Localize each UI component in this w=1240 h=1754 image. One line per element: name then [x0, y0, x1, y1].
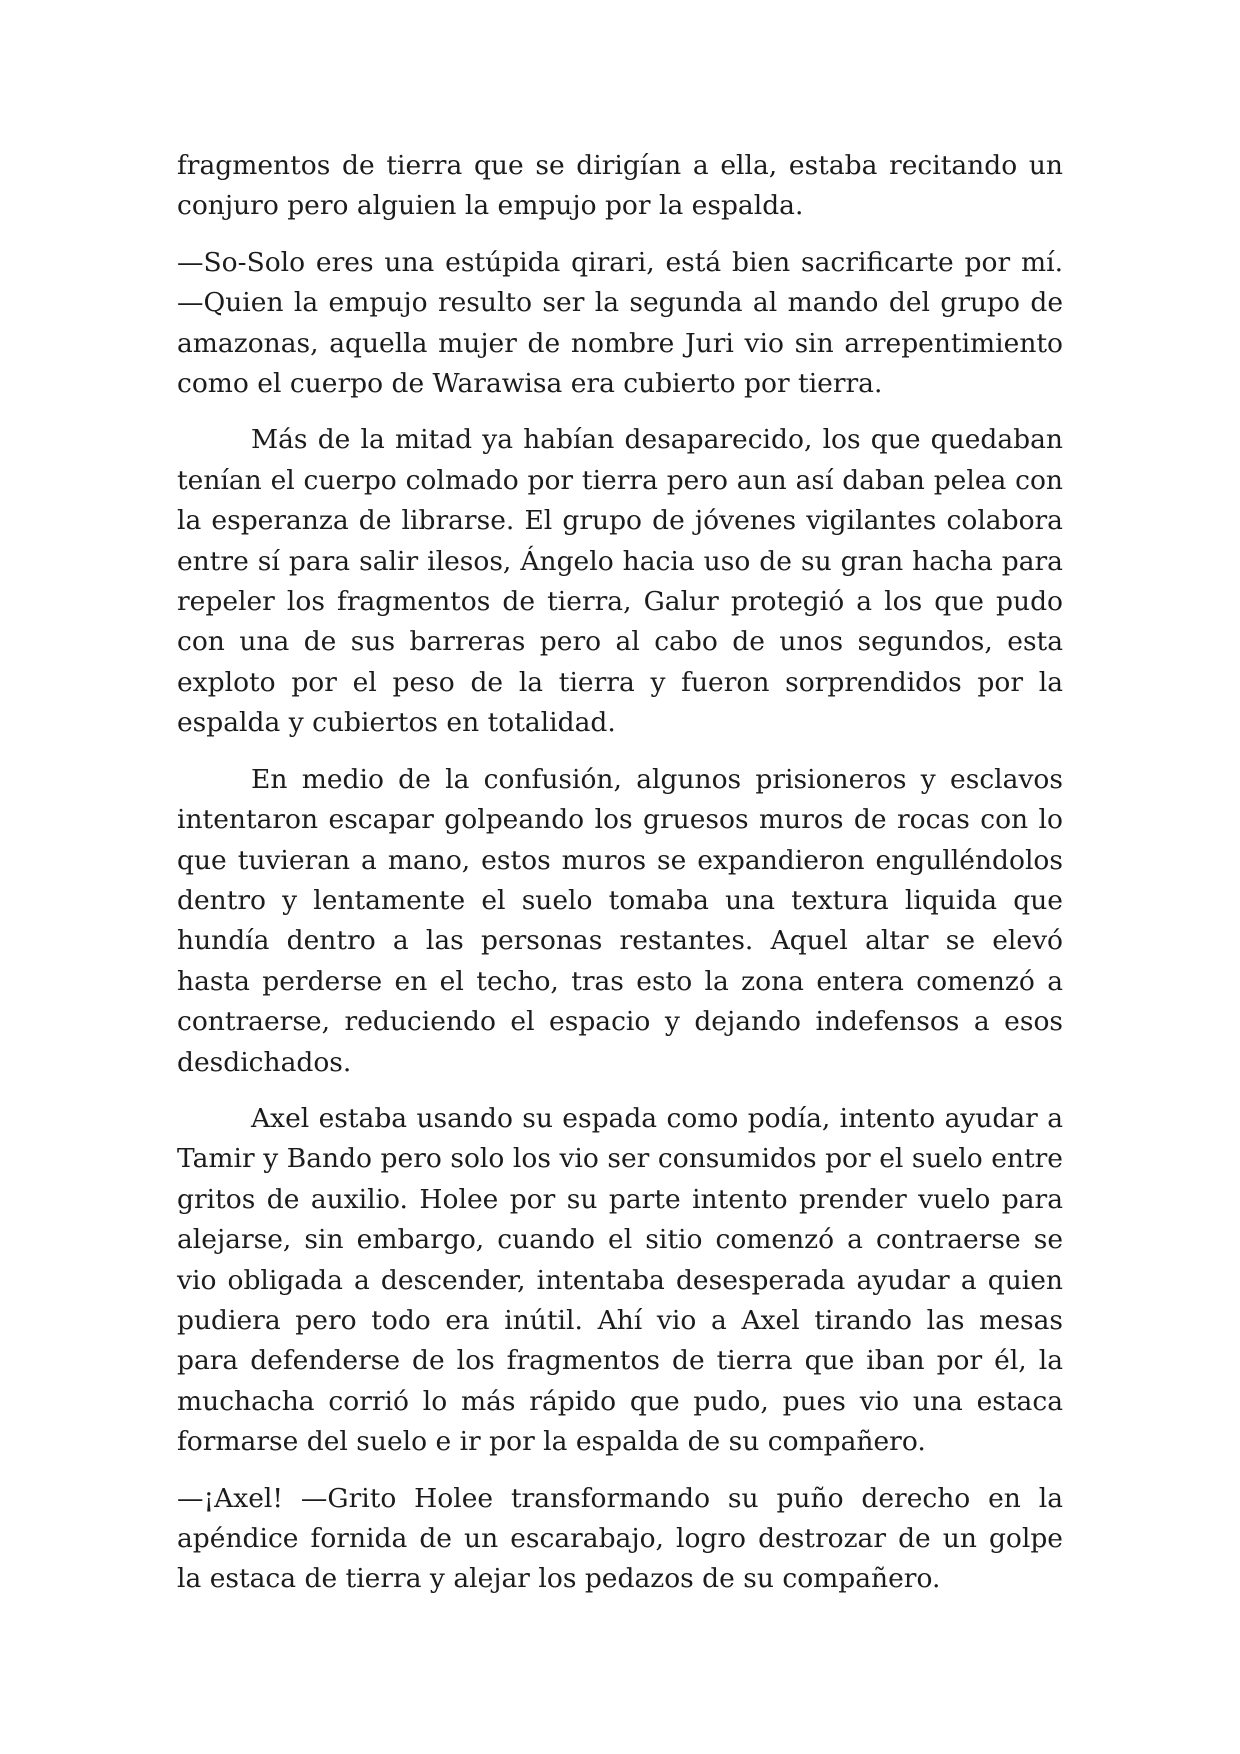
paragraph: Axel estaba usando su espada como podía, intento ayudar a Tamir y Bando pero solo los vio ser consumidos por el suelo entre gritos de auxilio. Holee por su parte intento prender vuelo para alejarse, sin embargo, cuando el sitio comenzó a contraerse se vio obligada a descender, intentaba desesperada ayudar a quien pudiera pero todo era inútil. Ahí vio a Axel tirando las mesas para defenderse de los fragmentos de tierra que iban por él, la muchacha corrió lo más rápido que pudo, pues vio una estaca formarse del suelo e ir por la espalda de su compañero. — [177, 1102, 1063, 1458]
paragraph: Más de la mitad ya habían desaparecido, los que quedaban tenían el cuerpo colmado por tierra pero aun así daban pelea con la esperanza de librarse. El grupo de jóvenes vigilantes colabora entre sí para salir ilesos, Ángelo hacia uso de su gran hacha para repeler los fragmentos de tierra, Galur protegió a los que pudo con una de sus barreras pero al cabo de unos segundos, esta exploto por el peso de la tierra y fueron sorprendidos por la espalda y cubiertos en totalidad. — [177, 424, 1063, 739]
paragraph: En medio de la confusión, algunos prisioneros y esclavos intentaron escapar golpeando los gruesos muros de rocas con lo que tuvieran a mano, estos muros se expandieron engulléndolos dentro y lentamente el suelo tomaba una textura liquida que hundía dentro a las personas restantes. Aquel altar se elevó hasta perderse en el techo, tras esto la zona entera comenzó a contraerse, reduciendo el espacio y dejando indefensos a esos desdichados. — [177, 763, 1063, 1078]
paragraph: —So-Solo eres una estúpida qirari, está bien sacrificarte por mí. —Quien la empujo resulto ser la segunda al mando del grupo de amazonas, aquella mujer de nombre Juri vio sin arrepentimiento como el cuerpo de Warawisa era cubierto por tierra. — [177, 246, 1063, 400]
paragraph: fragmentos de tierra que se dirigían a ella, estaba recitando un conjuro pero alguien la empujo por la espalda. — [177, 150, 1063, 222]
body-text — [177, 146, 1063, 1600]
paragraph: —¡Axel! —Grito Holee transformando su puño derecho en la apéndice fornida de un escarabajo, logro destrozar de un golpe la estaca de tierra y alejar los pedazos de su compañero. — [177, 1482, 1063, 1595]
